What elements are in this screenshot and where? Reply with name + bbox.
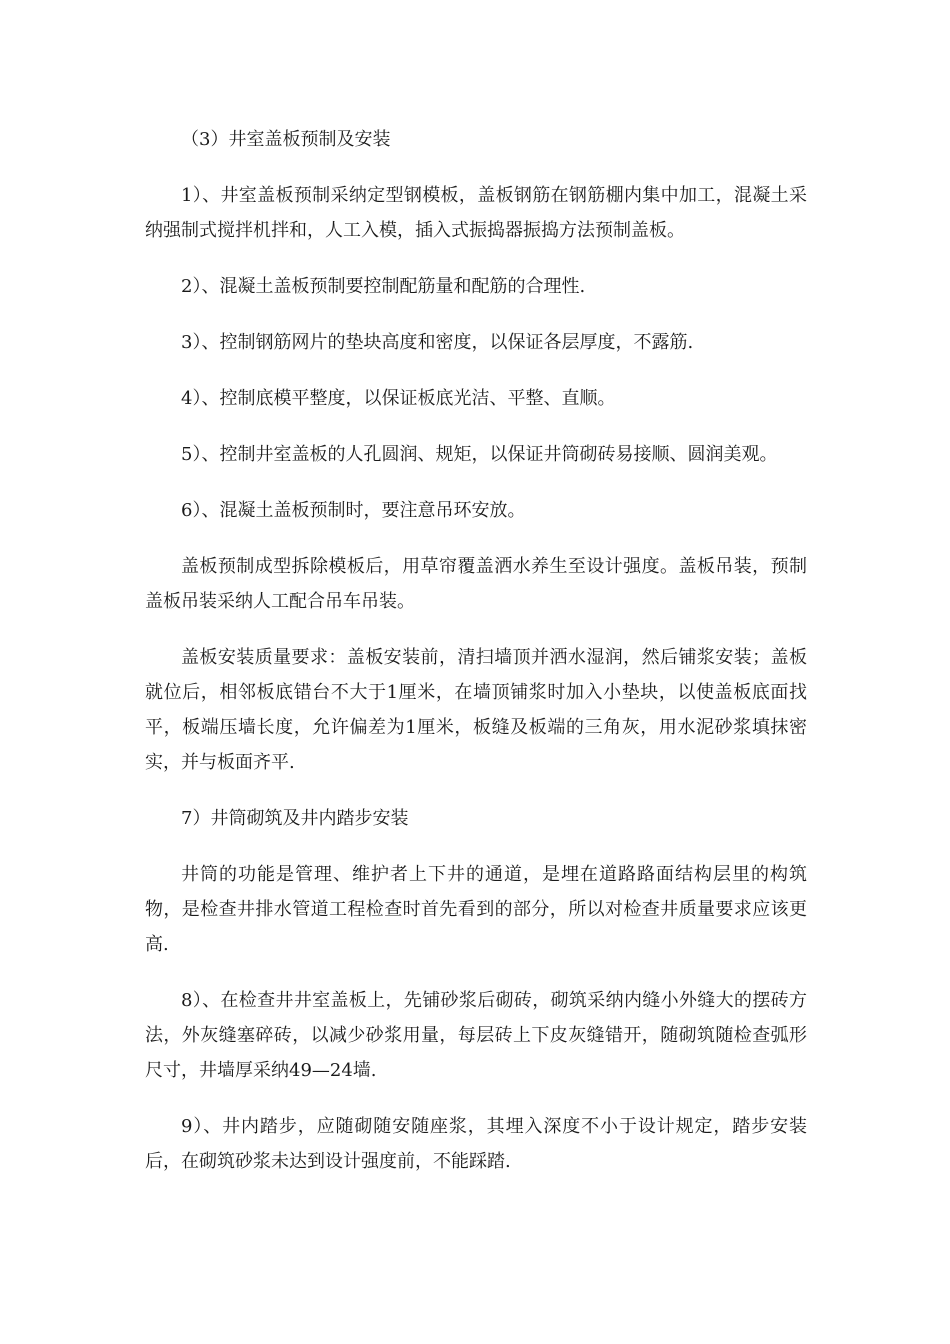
section-heading-shaft-masonry: 7）井筒砌筑及井内踏步安装 (181, 808, 409, 829)
paragraph-item-4: 4）、控制底模平整度，以保证板底光洁、平整、直顺。 (181, 388, 616, 409)
paragraph-item-6: 6）、混凝土盖板预制时，要注意吊环安放。 (181, 500, 526, 521)
paragraph-item-3: 3）、控制钢筋网片的垫块高度和密度，以保证各层厚度，不露筋. (181, 332, 694, 353)
paragraph-item-2: 2）、混凝土盖板预制要控制配筋量和配筋的合理性. (181, 276, 586, 297)
document-body (145, 122, 807, 1200)
paragraph-item-1: 1）、井室盖板预制采纳定型钢模板，盖板钢筋在钢筋棚内集中加工，混凝土采纳强制式搅拌机拌和，人工入模，插入式振捣器振捣方法预制盖板。 (145, 185, 807, 241)
paragraph-cover-quality: 盖板安装质量要求：盖板安装前，清扫墙顶并洒水湿润，然后铺浆安装；盖板就位后，相邻板底错台不大于1厘米，在墙顶铺浆时加入小垫块，以使盖板底面找平，板端压墙长度，允许偏差为1厘米，板缝及板端的三角灰，用水泥砂浆填抹密实，并与板面齐平. (145, 647, 807, 773)
paragraph-shaft-function: 井筒的功能是管理、维护者上下井的通道，是埋在道路路面结构层里的构筑物，是检查井排水管道工程检查时首先看到的部分，所以对检查井质量要求应该更高. (145, 864, 807, 955)
paragraph-item-5: 5）、控制井室盖板的人孔圆润、规矩，以保证井筒砌砖易接顺、圆润美观。 (181, 444, 778, 465)
paragraph-item-8: 8）、在检查井井室盖板上，先铺砂浆后砌砖，砌筑采纳内缝小外缝大的摆砖方法，外灰缝塞碎砖，以减少砂浆用量，每层砖上下皮灰缝错开，随砌筑随检查弧形尺寸，井墙厚采纳49—24墙. (145, 990, 807, 1081)
section-heading-manhole-cover: （3）井室盖板预制及安装 (181, 129, 391, 150)
paragraph-cover-lifting: 盖板预制成型拆除模板后，用草帘覆盖洒水养生至设计强度。盖板吊装，预制盖板吊装采纳人工配合吊车吊装。 (145, 556, 807, 612)
paragraph-item-9: 9）、井内踏步，应随砌随安随座浆，其埋入深度不小于设计规定，踏步安装后，在砌筑砂浆未达到设计强度前，不能踩踏. (145, 1116, 807, 1172)
